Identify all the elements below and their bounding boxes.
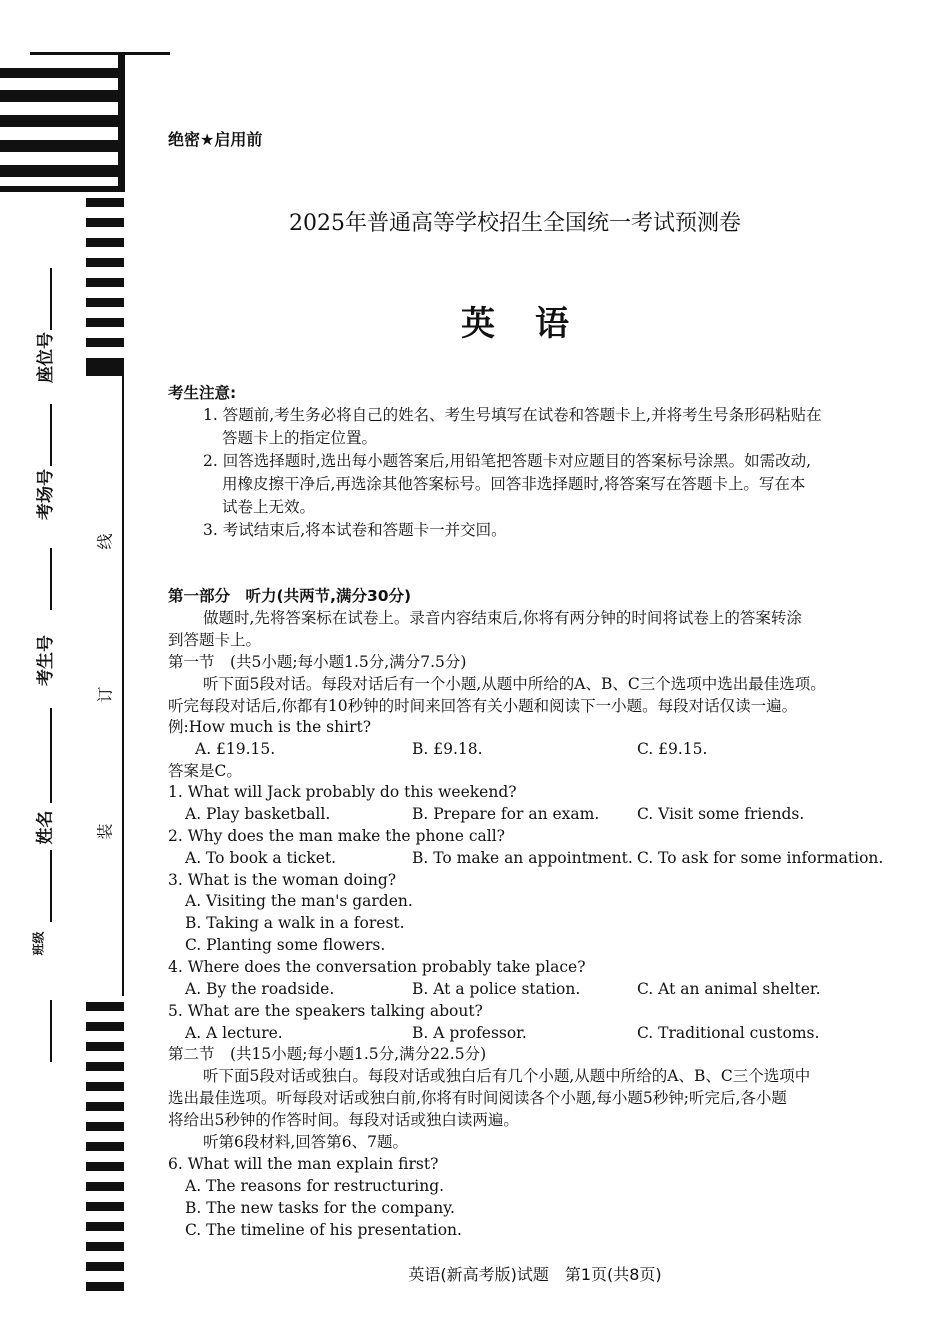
binding-stripe bbox=[86, 1022, 124, 1031]
q1-option-a: A. Play basketball. bbox=[185, 805, 331, 823]
example-option-a: A. £19.15. bbox=[195, 740, 276, 758]
binding-stripe bbox=[86, 278, 124, 287]
q5-option-a: A. A lecture. bbox=[185, 1024, 283, 1042]
notice-line: 3. 考试结束后,将本试卷和答题卡一并交回。 bbox=[203, 521, 507, 539]
section2-instruction: 听下面5段对话或独白。每段对话或独白后有几个小题,从题中所给的A、B、C三个选项中 bbox=[203, 1067, 811, 1085]
name-label: 姓名 bbox=[35, 810, 56, 845]
question-1: 1. What will Jack probably do this weekend? bbox=[168, 783, 517, 801]
binding-stripe bbox=[86, 1042, 124, 1051]
part1-heading: 第一部分 听力(共两节,满分30分) bbox=[168, 587, 412, 605]
question-5: 5. What are the speakers talking about? bbox=[168, 1002, 483, 1020]
example-option-c: C. £9.15. bbox=[637, 740, 708, 758]
class-label: 班级 bbox=[31, 931, 46, 956]
example-answer: 答案是C。 bbox=[168, 762, 242, 780]
class-blank[interactable] bbox=[50, 850, 52, 922]
question-3: 3. What is the woman doing? bbox=[168, 871, 397, 889]
room-label: 考场号 bbox=[36, 469, 56, 520]
binding-stripe bbox=[0, 140, 125, 152]
binding-edge bbox=[122, 376, 124, 996]
binding-stripe bbox=[0, 186, 125, 192]
binding-stripe bbox=[86, 1102, 124, 1111]
q6-option-c: C. The timeline of his presentation. bbox=[185, 1221, 462, 1239]
section1-heading: 第一节 (共5小题;每小题1.5分,满分7.5分) bbox=[168, 653, 467, 671]
name-blank[interactable] bbox=[50, 708, 52, 803]
notice-line: 试卷上无效。 bbox=[222, 498, 316, 516]
order-mark: 订 bbox=[95, 686, 115, 703]
q3-option-a: A. Visiting the man's garden. bbox=[185, 892, 413, 910]
example-question: 例:How much is the shirt? bbox=[168, 718, 372, 736]
q6-option-a: A. The reasons for restructuring. bbox=[185, 1177, 445, 1195]
section1-instruction: 听下面5段对话。每段对话后有一个小题,从题中所给的A、B、C三个选项中选出最佳选项。 bbox=[203, 675, 826, 693]
binding-stripe bbox=[86, 358, 124, 376]
notice-line: 用橡皮擦干净后,再选涂其他答案标号。回答非选择题时,将答案写在答题卡上。写在本 bbox=[222, 475, 806, 493]
examinee-blank[interactable] bbox=[50, 548, 52, 610]
part1-intro: 做题时,先将答案标在试卷上。录音内容结束后,你将有两分钟的时间将试卷上的答案转涂 bbox=[203, 609, 802, 627]
q1-option-c: C. Visit some friends. bbox=[637, 805, 805, 823]
binding-stripe bbox=[86, 258, 124, 267]
binding-stripe bbox=[0, 90, 125, 102]
q4-option-c: C. At an animal shelter. bbox=[637, 980, 821, 998]
confidential-mark: 绝密★启用前 bbox=[168, 130, 263, 149]
seat-label: 座位号 bbox=[36, 332, 56, 383]
notice-heading: 考生注意: bbox=[168, 384, 237, 402]
binding-stripe bbox=[86, 1062, 124, 1071]
section2-instruction: 将给出5秒钟的作答时间。每段对话或独白读两遍。 bbox=[168, 1111, 519, 1129]
subject-title: 英语 bbox=[461, 304, 609, 344]
q1-option-b: B. Prepare for an exam. bbox=[412, 805, 600, 823]
q6-option-b: B. The new tasks for the company. bbox=[185, 1199, 455, 1217]
binding-stripe bbox=[86, 1002, 124, 1011]
notice-line: 1. 答题前,考生务必将自己的姓名、考生号填写在试卷和答题卡上,并将考生号条形码粘贴在 bbox=[203, 406, 822, 424]
section2-heading: 第二节 (共15小题;每小题1.5分,满分22.5分) bbox=[168, 1045, 487, 1063]
binding-stripe bbox=[0, 165, 125, 177]
install-mark: 装 bbox=[95, 823, 115, 840]
line-mark: 线 bbox=[95, 533, 115, 550]
extra-blank[interactable] bbox=[50, 1000, 52, 1062]
examinee-label: 考生号 bbox=[36, 635, 56, 686]
section2-instruction: 选出最佳选项。听每段对话或独白前,你将有时间阅读各个小题,每小题5秒钟;听完后,各小题 bbox=[168, 1089, 787, 1107]
binding-stripe bbox=[86, 1122, 124, 1131]
q2-option-c: C. To ask for some information. bbox=[637, 849, 884, 867]
notice-line: 答题卡上的指定位置。 bbox=[222, 429, 378, 447]
binding-stripe bbox=[86, 1242, 124, 1251]
binding-stripe bbox=[0, 115, 125, 127]
q2-option-a: A. To book a ticket. bbox=[185, 849, 337, 867]
binding-top-rule bbox=[30, 52, 170, 55]
binding-stripe bbox=[86, 238, 124, 247]
binding-stripe bbox=[86, 1202, 124, 1211]
q3-option-b: B. Taking a walk in a forest. bbox=[185, 914, 405, 932]
notice-line: 2. 回答选择题时,选出每小题答案后,用铅笔把答题卡对应题目的答案标号涂黑。如需改动, bbox=[203, 452, 811, 470]
question-2: 2. Why does the man make the phone call? bbox=[168, 827, 505, 845]
binding-stripe bbox=[86, 1082, 124, 1091]
exam-title: 2025年普通高等学校招生全国统一考试预测卷 bbox=[289, 211, 741, 236]
page-footer: 英语(新高考版)试题 第1页(共8页) bbox=[408, 1265, 662, 1284]
binding-stripe bbox=[86, 1222, 124, 1231]
section1-instruction: 听完每段对话后,你都有10秒钟的时间来回答有关小题和阅读下一小题。每段对话仅读一遍。 bbox=[168, 697, 798, 715]
question-4: 4. Where does the conversation probably take place? bbox=[168, 958, 586, 976]
material-instruction: 听第6段材料,回答第6、7题。 bbox=[203, 1133, 409, 1151]
binding-stripe bbox=[0, 68, 125, 78]
q5-option-b: B. A professor. bbox=[412, 1024, 527, 1042]
q4-option-b: B. At a police station. bbox=[412, 980, 581, 998]
q2-option-b: B. To make an appointment. bbox=[412, 849, 633, 867]
example-option-b: B. £9.18. bbox=[412, 740, 483, 758]
binding-stripe bbox=[86, 1162, 124, 1171]
binding-margin bbox=[0, 0, 130, 1343]
part1-intro: 到答题卡上。 bbox=[168, 631, 262, 649]
q3-option-c: C. Planting some flowers. bbox=[185, 936, 386, 954]
question-6: 6. What will the man explain first? bbox=[168, 1155, 439, 1173]
binding-edge bbox=[118, 52, 125, 192]
binding-stripe bbox=[86, 1182, 124, 1191]
room-blank[interactable] bbox=[50, 404, 52, 466]
binding-stripe bbox=[86, 1142, 124, 1151]
q5-option-c: C. Traditional customs. bbox=[637, 1024, 820, 1042]
q4-option-a: A. By the roadside. bbox=[185, 980, 335, 998]
